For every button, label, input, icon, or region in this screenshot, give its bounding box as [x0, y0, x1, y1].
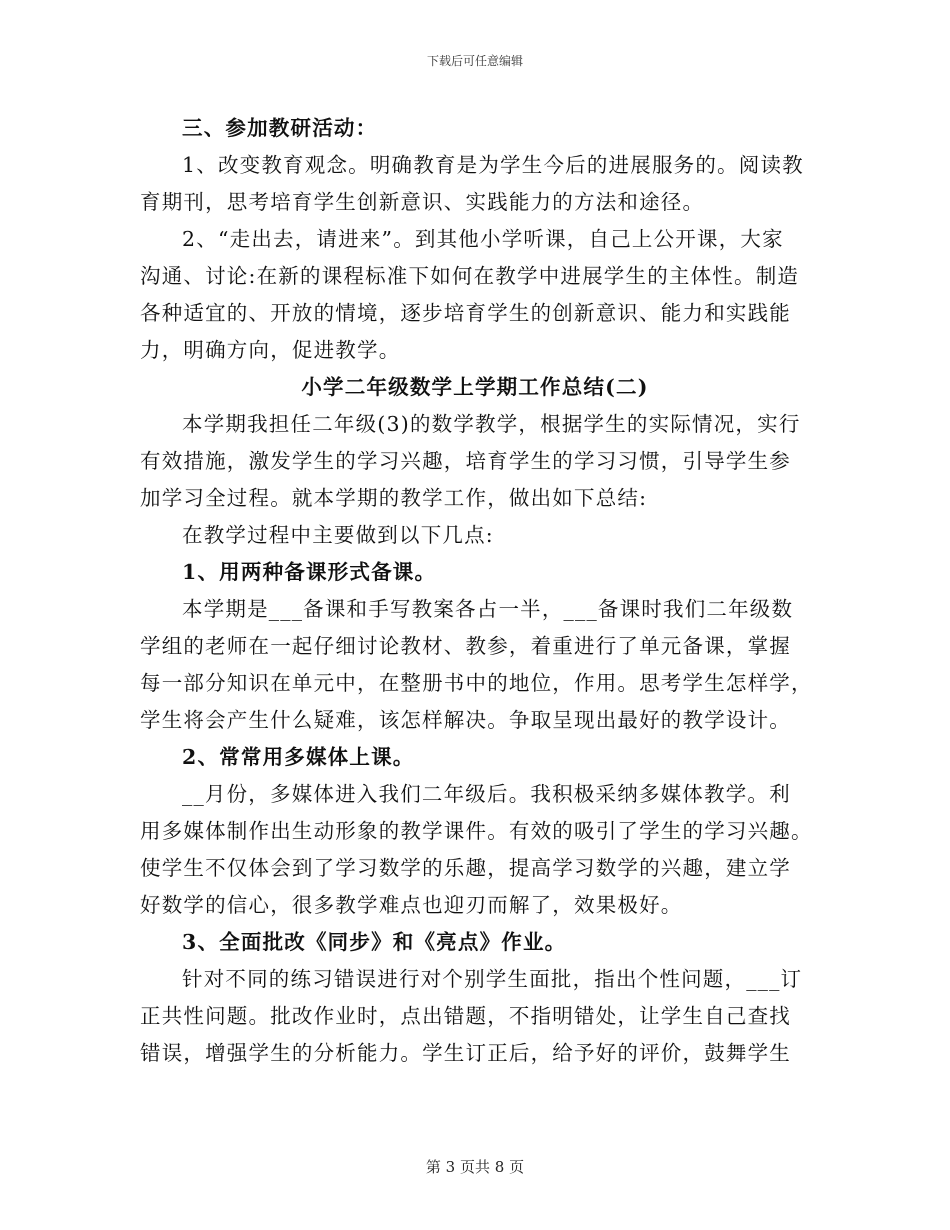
text-line: 针对不同的练习错误进行对个别学生面批，指出个性问题，___订 — [182, 967, 803, 991]
text-line: 各种适宜的、开放的情境，逐步培育学生的创新意识、能力和实践能 — [140, 301, 791, 325]
text-line: 在教学过程中主要做到以下几点: — [182, 523, 494, 547]
text-line: 本学期我担任二年级(3)的数学教学，根据学生的实际情况，实行 — [182, 412, 801, 436]
text-line: 2、常常用多媒体上课。 — [182, 745, 415, 769]
text-line: 沟通、讨论:在新的课程标准下如何在教学中进展学生的主体性。制造 — [140, 264, 800, 288]
text-line: 每一部分知识在单元中，在整册书中的地位，作用。思考学生怎样学， — [140, 671, 813, 695]
text-line: 错误，增强学生的分析能力。学生订正后，给予好的评价，鼓舞学生 — [140, 1041, 791, 1065]
text-line: 1、改变教育观念。明确教育是为学生今后的进展服务的。阅读教 — [182, 153, 804, 177]
page-header-note: 下载后可任意编辑 — [426, 54, 523, 68]
text-line: 学生将会产生什么疑难，该怎样解决。争取呈现出最好的教学设计。 — [140, 708, 791, 732]
text-line: 有效措施，激发学生的学习兴趣，培育学生的学习习惯，引导学生参 — [140, 449, 791, 473]
text-line: 使学生不仅体会到了学习数学的乐趣，提高学习数学的兴趣，建立学 — [140, 856, 791, 880]
text-line: 1、用两种备课形式备课。 — [182, 560, 437, 584]
text-line: 小学二年级数学上学期工作总结(二) — [301, 375, 649, 399]
text-line: 用多媒体制作出生动形象的教学课件。有效的吸引了学生的学习兴趣。 — [140, 819, 813, 843]
text-line: 加学习全过程。就本学期的教学工作，做出如下总结: — [140, 486, 648, 510]
text-line: 正共性问题。批改作业时，点出错题，不指明错处，让学生自己查找 — [140, 1004, 791, 1028]
text-line: 3、全面批改《同步》和《亮点》作业。 — [182, 930, 567, 954]
text-line: 力，明确方向，促进教学。 — [140, 338, 401, 362]
text-line: 2、“走出去，请进来”。到其他小学听课，自己上公开课，大家 — [182, 227, 784, 251]
document-body — [140, 110, 813, 1072]
text-line: 三、参加教研活动： — [182, 116, 378, 140]
text-line: 本学期是___备课和手写教案各占一半，___备课时我们二年级数 — [182, 597, 794, 621]
text-line: 学组的老师在一起仔细讨论教材、教参，着重进行了单元备课，掌握 — [140, 634, 791, 658]
text-line: __月份，多媒体进入我们二年级后。我积极采纳多媒体教学。利 — [182, 782, 791, 806]
text-line: 好数学的信心，很多教学难点也迎刃而解了，效果极好。 — [140, 893, 683, 917]
text-line: 育期刊，思考培育学生创新意识、实践能力的方法和途径。 — [140, 190, 705, 214]
page-number: 第 3 页共 8 页 — [425, 1158, 525, 1176]
